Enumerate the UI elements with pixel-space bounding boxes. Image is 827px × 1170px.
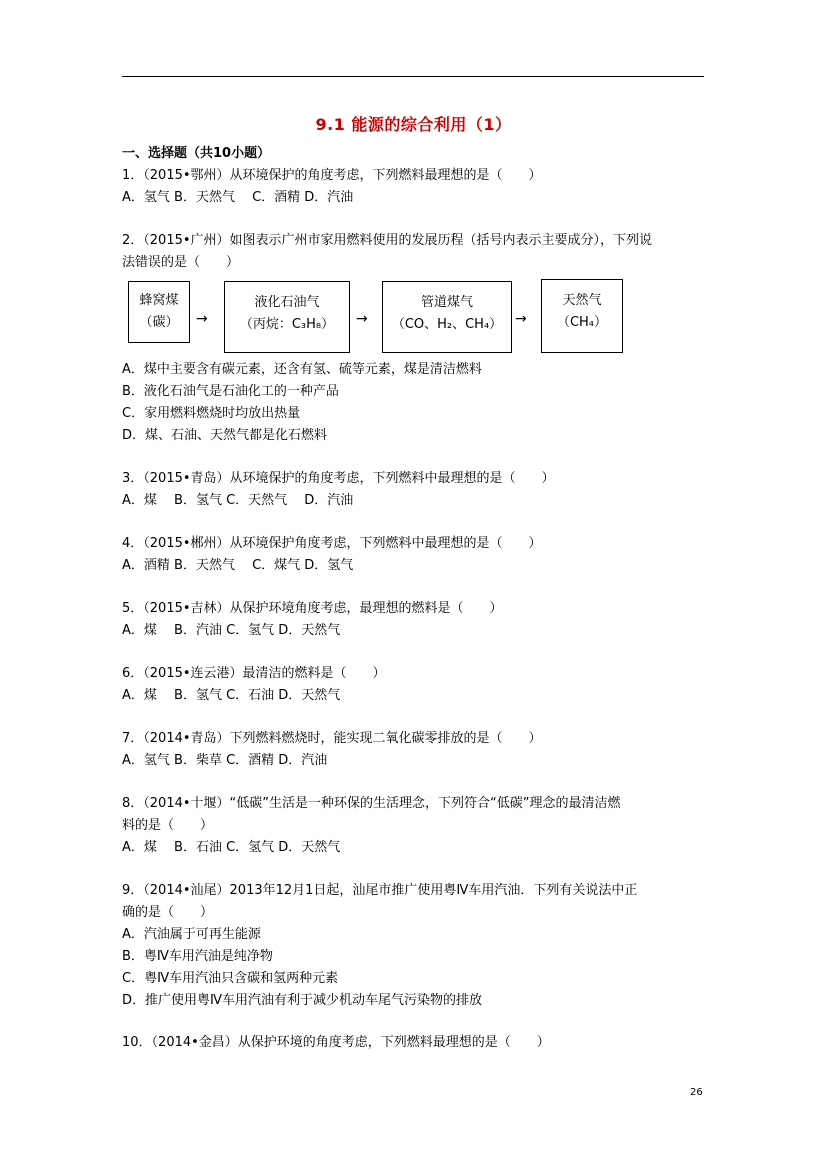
- q8-options: A．煤 B．石油 C．氢气 D．天然气: [122, 840, 341, 855]
- flow-box-lpg: [224, 281, 350, 353]
- flow-box-name: 蜂窝煤: [139, 293, 179, 308]
- q10-stem: 10．（2014•金昌）从保护环境的角度考虑，下列燃料最理想的是（ ）: [122, 1035, 550, 1050]
- page-number: 26: [690, 1087, 703, 1098]
- header-rule: [122, 76, 704, 77]
- q3-options: A．煤 B．氢气 C．天然气 D．汽油: [122, 493, 354, 508]
- flow-box-name: 天然气: [562, 293, 602, 308]
- section-heading: 一、选择题（共10小题）: [122, 146, 271, 161]
- flow-box-name: 管道煤气: [420, 295, 473, 310]
- q8-stem-line1: 8．（2014•十堰）“低碳”生活是一种环保的生活理念，下列符合“低碳”理念的最清洁燃: [122, 796, 621, 811]
- q2-stem-line2: 法错误的是（ ）: [122, 255, 240, 270]
- q2-option-d: D．煤、石油、天然气都是化石燃料: [122, 428, 328, 443]
- q2-option-a: A．煤中主要含有碳元素，还含有氢、硫等元素，煤是清洁燃料: [122, 362, 482, 377]
- q9-option-c: C．粤Ⅳ车用汽油只含碳和氢两种元素: [122, 971, 339, 986]
- flow-box-pipeline-gas: [382, 281, 512, 353]
- q1-stem: 1．（2015•鄂州）从环境保护的角度考虑，下列燃料最理想的是（ ）: [122, 168, 542, 183]
- q6-options: A．煤 B．氢气 C．石油 D．天然气: [122, 688, 341, 703]
- q9-option-d: D．推广使用粤Ⅳ车用汽油有利于减少机动车尾气污染物的排放: [122, 993, 483, 1008]
- q9-option-a: A．汽油属于可再生能源: [122, 927, 261, 942]
- q2-option-b: B．液化石油气是石油化工的一种产品: [122, 384, 339, 399]
- flow-arrow-icon: →: [356, 311, 368, 327]
- q8-stem-line2: 料的是（ ）: [122, 818, 214, 833]
- q4-stem: 4．（2015•郴州）从环境保护角度考虑，下列燃料中最理想的是（ ）: [122, 536, 542, 551]
- q9-stem-line1: 9．（2014•汕尾）2013年12月1日起，汕尾市推广使用粤Ⅳ车用汽油．下列有关说法中正: [122, 883, 638, 898]
- q9-stem-line2: 确的是（ ）: [122, 905, 214, 920]
- flow-box-honeycomb-coal: [128, 281, 190, 343]
- q7-stem: 7．（2014•青岛）下列燃料燃烧时，能实现二氧化碳零排放的是（ ）: [122, 731, 542, 746]
- flow-box-composition: （碳）: [139, 315, 179, 330]
- q7-options: A．氢气 B．柴草 C．酒精 D．汽油: [122, 753, 328, 768]
- q9-option-b: B．粤Ⅳ车用汽油是纯净物: [122, 949, 273, 964]
- flow-box-composition: （丙烷：C₃H₈）: [239, 317, 335, 332]
- flow-box-name: 液化石油气: [254, 295, 320, 310]
- q2-option-c: C．家用燃料燃烧时均放出热量: [122, 406, 301, 421]
- q5-options: A．煤 B．汽油 C．氢气 D．天然气: [122, 623, 341, 638]
- q6-stem: 6．（2015•连云港）最清洁的燃料是（ ）: [122, 666, 386, 681]
- flow-box-natural-gas: [541, 279, 623, 353]
- q2-stem-line1: 2．（2015•广州）如图表示广州市家用燃料使用的发展历程（括号内表示主要成分），下列说: [122, 233, 653, 248]
- flow-arrow-icon: →: [196, 311, 208, 327]
- q5-stem: 5．（2015•吉林）从保护环境角度考虑，最理想的燃料是（ ）: [122, 601, 503, 616]
- flow-arrow-icon: →: [515, 311, 527, 327]
- q4-options: A．酒精 B．天然气 C．煤气 D．氢气: [122, 558, 354, 573]
- page-title: 9.1 能源的综合利用（1）: [315, 115, 512, 134]
- flow-box-composition: （CO、H₂、CH₄）: [391, 317, 503, 332]
- q1-options: A．氢气 B．天然气 C．酒精 D．汽油: [122, 190, 354, 205]
- flow-box-composition: （CH₄）: [556, 315, 608, 330]
- q3-stem: 3．（2015•青岛）从环境保护的角度考虑，下列燃料中最理想的是（ ）: [122, 471, 555, 486]
